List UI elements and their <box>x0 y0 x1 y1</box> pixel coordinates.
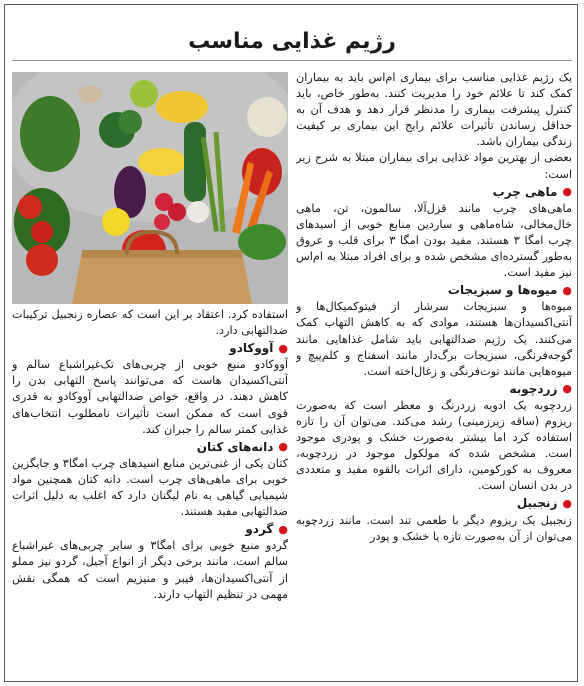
section-heading-label: آووکادو <box>229 341 274 356</box>
section-heading-fatty-fish <box>296 184 572 200</box>
section-heading-avocado <box>12 340 288 356</box>
left-column <box>12 307 288 669</box>
section-heading-walnut <box>12 521 288 537</box>
section-heading-label: میوه‌ها و سبزیجات <box>447 283 558 298</box>
section-heading-label: گردو <box>245 522 274 537</box>
section-text-turmeric: زردچوبه یک ادویه زردرنگ و معطر است که به‌صورت ریزوم (ساقه زیرزمینی) رشد می‌کند. می‌توان آن را تازه استفاده کرد اما بیشتر به‌صورت خشک و پودری موجود است. مشخص شده که مولکول موجود در زردچوبه، معروف به کورکومین، دارای اثرات بالقوه مفید و متعددی در بدن انسان است. <box>296 398 572 493</box>
section-text-avocado: آووکادو منبع خوبی از چربی‌های تک‌غیراشباع سالم و آنتی‌اکسیدان هاست که می‌توانند پاسخ التهابی بدن را کاهش دهند. در واقع، خواص ضدالتهابی آووکادو به قدری قوی است که ممکن است تأثیرات نامطلوب انتخاب‌های غذایی کمتر سالم را جبران کند. <box>12 358 288 436</box>
section-heading-turmeric <box>296 381 572 397</box>
bullet-icon: ● <box>562 283 572 297</box>
section-heading-fruits-vegetables <box>296 282 572 298</box>
section-heading-label: دانه‌های کتان <box>196 439 274 454</box>
article-title: رژیم غذایی مناسب <box>188 28 396 54</box>
section-text-fruits-vegetables: میوه‌ها و سبزیجات سرشار از فیتوکمیکال‌ها و آنتی‌اکسیدان‌ها هستند، موادی که به کاهش التهاب کمک می‌کنند. یک رژیم ضدالتهابی باید شامل غذاهایی مانند گوجه‌فرنگی، سبزیجات برگ‌دار مانند اسفناج و کلم‌پیچ و میوه‌هایی مانند توت‌فرنگی و زغال‌اخته است. <box>296 300 572 378</box>
title-divider <box>12 60 572 61</box>
intro-lead: بعضی از بهترین مواد غذایی برای بیماران مبتلا به شرح زیر است: <box>296 151 572 181</box>
vegetables-bag-photo <box>12 72 288 304</box>
section-heading-ginger <box>296 495 572 511</box>
right-column <box>296 70 572 674</box>
bullet-icon: ● <box>562 382 572 396</box>
section-heading-flaxseed <box>12 439 288 455</box>
section-heading-label: زردچوبه <box>509 381 558 396</box>
bullet-icon: ● <box>562 496 572 510</box>
section-heading-label: زنجبیل <box>516 496 558 511</box>
section-text-ginger: زنجبیل یک ریزوم دیگر با طعمی تند است. مانند زردچوبه می‌توان از آن به‌صورت تازه یا خشک و پودر <box>296 513 572 543</box>
bullet-icon: ● <box>562 185 572 199</box>
intro-paragraph: یک رژیم غذایی مناسب برای بیماری ام‌اس باید به بیماران کمک کند تا علائم خود را مدیریت کنند. به‌طور خاص، باید کنترل پیشرفت بیماری را مدنظر قرار دهد و هدف آن به حداقل رساندن تأثیرات علائم رایج این بیماری بر کیفیت زندگی بیماران باشد. <box>296 71 572 149</box>
section-text-fatty-fish: ماهی‌های چرب مانند قزل‌آلا، سالمون، تن، ماهی خال‌مخالی، شاه‌ماهی و ساردین منابع خوبی از اسیدهای چرب امگا ۳ هستند. مفید بودن امگا ۳ برای قلب و عروق به‌طور گسترده‌ای مشخص شده و برای افراد مبتلا به ام‌اس نیز مفید است. <box>296 201 572 280</box>
ginger-continuation: استفاده کرد. اعتقاد بر این است که عصاره زنجبیل ترکیبات ضدالتهابی دارد. <box>12 308 288 338</box>
bullet-icon: ● <box>278 522 288 536</box>
bullet-icon: ● <box>278 341 288 355</box>
bullet-icon: ● <box>278 440 288 454</box>
section-text-flaxseed: کتان یکی از غنی‌ترین منابع اسیدهای چرب امگا۳ و جایگزین خوبی برای ماهی‌های چرب است. دانه کتان همچنین مواد شیمیایی گیاهی به نام لیگنان دارد که اغلب به دلیل اثرات ضدالتهابی مفید هستند. <box>12 456 288 519</box>
vegetables-bag-illustration <box>12 72 288 304</box>
section-text-walnut: گردو منبع خوبی برای امگا۳ و سایر چربی‌های غیراشباع سالم است. مانند برخی دیگر از انواع آجیل، گردو نیز مملو از آنتی‌اکسیدان‌ها، فیبر و منیزیم است که همگی نقش مهمی در تنظیم التهاب دارند. <box>12 539 288 601</box>
section-heading-label: ماهی چرب <box>492 184 558 199</box>
